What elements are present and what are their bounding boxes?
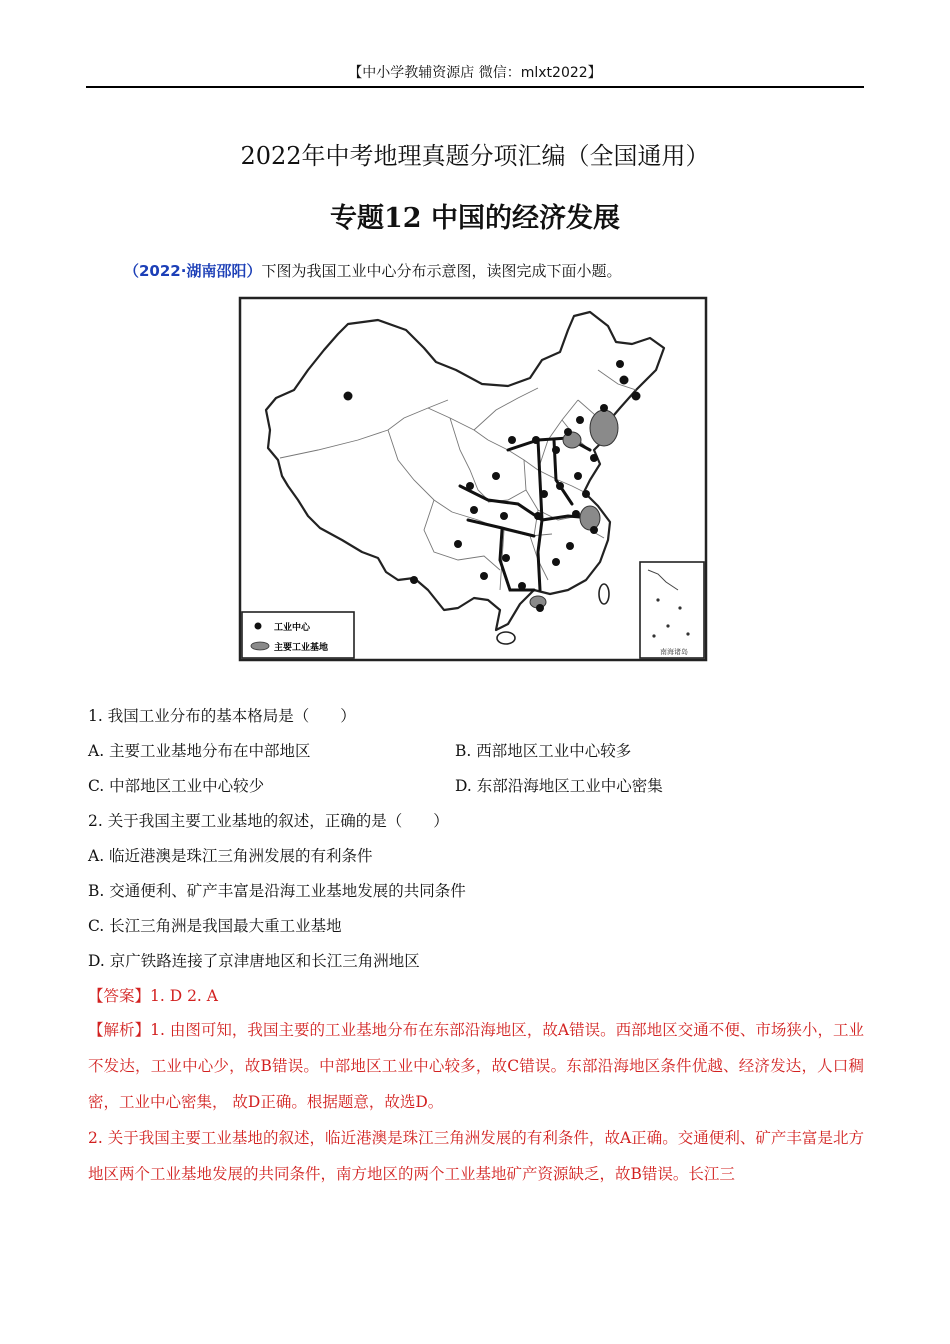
topic-title: 专题12 中国的经济发展 (330, 203, 620, 234)
question-2-option-c: C. 长江三角洲是我国最大重工业基地 (88, 917, 342, 935)
question-1-option-c: C. 中部地区工业中心较少 (88, 777, 265, 795)
document-title: 2022年中考地理真题分项汇编（全国通用） (240, 142, 710, 170)
analysis-paragraph-1: 【解析】1. 由图可知，我国主要的工业基地分布在东部沿海地区，故A错误。西部地区交通不便、市场狭小，工业不发达，工业中心少，故B错误。中部地区工业中心较多，故C错误。东部沿海地区条件优越、经济发达，人口稠密，工业中心密集， 故D正确。根据题意，故选D。 (88, 1021, 864, 1111)
question-source: （2022·湖南邵阳） (124, 262, 262, 280)
industry-map (238, 290, 710, 664)
analysis-block (88, 1012, 864, 1192)
hainan-island (497, 632, 515, 644)
question-1-option-b: B. 西部地区工业中心较多 (455, 742, 632, 760)
liaozhongnan-base (590, 410, 618, 446)
question-2-option-d: D. 京广铁路连接了京津唐地区和长江三角洲地区 (88, 952, 420, 970)
question-1-option-d: D. 东部沿海地区工业中心密集 (455, 777, 663, 795)
inset-label: 南海诸岛 (660, 648, 688, 656)
intro-text: 下图为我国工业中心分布示意图，读图完成下面小题。 (261, 262, 622, 280)
map-legend (242, 612, 354, 658)
legend-center-label: 工业中心 (274, 623, 311, 633)
question-intro (124, 260, 621, 281)
header-rule (86, 86, 864, 88)
changjiang-delta-base (580, 506, 600, 530)
taiwan-island (599, 584, 609, 604)
question-1-option-a: A. 主要工业基地分布在中部地区 (88, 742, 311, 760)
china-industry-map (238, 290, 710, 664)
question-2-stem: 2. 关于我国主要工业基地的叙述，正确的是（ ） (88, 812, 449, 830)
legend-base-icon (251, 642, 269, 650)
question-1-stem: 1. 我国工业分布的基本格局是（ ） (88, 707, 356, 725)
page-header: 【中小学教辅资源店 微信：mlxt2022】 (348, 65, 602, 81)
question-2-option-a: A. 临近港澳是珠江三角洲发展的有利条件 (88, 847, 373, 865)
legend-dot-icon (255, 623, 262, 630)
answer-line: 【答案】1. D 2. A (88, 987, 218, 1005)
analysis-paragraph-2: 2. 关于我国主要工业基地的叙述，临近港澳是珠江三角洲发展的有利条件，故A正确。交通便利、矿产丰富是北方地区两个工业基地发展的共同条件，南方地区的两个工业基地矿产资源缺乏，故B错误。长江三 (88, 1129, 864, 1183)
legend-base-label: 主要工业基地 (274, 643, 329, 653)
south-china-sea-inset (640, 562, 704, 658)
question-2-option-b: B. 交通便利、矿产丰富是沿海工业基地发展的共同条件 (88, 882, 466, 900)
